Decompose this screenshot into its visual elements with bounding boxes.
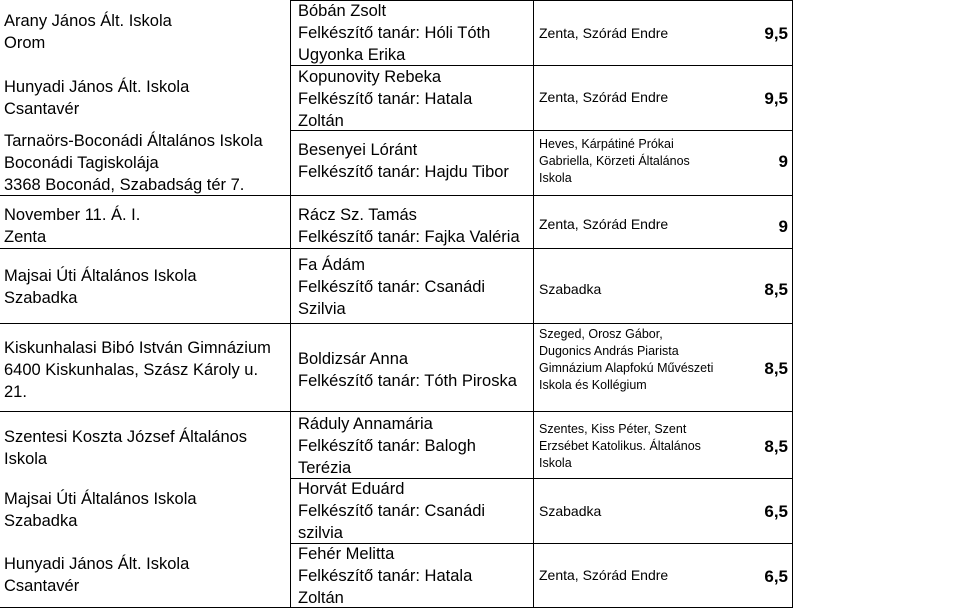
student-cell [298,0,534,65]
student-cell [298,139,534,189]
venue-text: Heves, Kárpátiné Prókai Gabriella, Körzeti Általános Iskola [539,137,690,185]
school-address: 6400 Kiskunhalas, Szász Károly u. [4,361,259,379]
venue-cell: Zenta, Szórád Endre [539,25,669,41]
venue-cell: Zenta, Szórád Endre [539,89,669,105]
school-cell [4,337,290,407]
score-cell: 6,5 [764,502,788,521]
student-cell [298,543,534,607]
student-name: Boldizsár Anna [298,350,409,368]
school-cell [4,0,290,65]
student-name: Bóbán Zsolt [298,2,387,20]
school-cell [4,426,290,472]
student-cell [298,478,534,543]
score-cell: 9,5 [764,89,788,108]
venue-cell: Zenta, Szórád Endre [539,567,669,583]
school-cell [4,553,290,599]
school-name: Hunyadi János Ált. Iskola [4,555,190,573]
school-town: Csantavér [4,577,80,595]
student-cell [298,348,534,394]
teacher-name-cont: Terézia [298,459,352,477]
student-name: Besenyei Lóránt [298,141,418,159]
teacher-line: Felkészítő tanár: Hatala [298,567,473,585]
school-cell [4,488,290,534]
score-cell: 8,5 [764,280,788,299]
school-town: Orom [4,34,46,52]
student-name: Rácz Sz. Tamás [298,206,417,224]
school-branch: Boconádi Tagiskolája [4,154,159,172]
venue-cell [539,326,715,408]
student-name: Fehér Melitta [298,545,395,563]
school-town: Csantavér [4,100,80,118]
school-name: Tarnaörs-Boconádi Általános Iskola [4,132,263,150]
student-name: Kopunovity Rebeka [298,68,442,86]
teacher-name-cont: szilvia [298,524,343,542]
student-name: Fa Ádám [298,256,365,274]
venue-cell: Zenta, Szórád Endre [539,216,669,232]
score-cell: 6,5 [764,567,788,586]
teacher-line: Felkészítő tanár: Tóth Piroska [298,372,517,390]
school-name: Majsai Úti Általános Iskola [4,490,197,508]
school-name: Kiskunhalasi Bibó István Gimnázium [4,339,271,357]
score-cell: 8,5 [764,437,788,456]
score-cell: 8,5 [764,359,788,378]
school-address: 3368 Boconád, Szabadság tér 7. [4,176,245,194]
student-cell [298,413,534,479]
teacher-line: Felkészítő tanár: Fajka Valéria [298,228,520,246]
teacher-line: Felkészítő tanár: Hóli Tóth [298,24,491,42]
score-cell: 9,5 [764,24,788,43]
school-address-cont: 21. [4,383,27,401]
teacher-name-cont: Szilvia [298,300,346,318]
teacher-line: Felkészítő tanár: Csanádi [298,502,486,520]
school-cell [4,265,290,310]
venue-cell [539,421,729,477]
score-cell: 9 [778,217,788,236]
teacher-line: Felkészítő tanár: Balogh [298,437,476,455]
school-cell [4,204,290,248]
venue-cell: Szabadka [539,281,602,297]
venue-cell [539,136,725,192]
school-cell [4,130,290,195]
student-cell [298,204,534,248]
school-town: Szabadka [4,512,78,530]
student-cell [298,254,534,322]
school-name: Hunyadi János Ált. Iskola [4,78,190,96]
teacher-name-cont: Zoltán [298,589,344,607]
teacher-line: Felkészítő tanár: Hajdu Tibor [298,163,509,181]
teacher-line: Felkészítő tanár: Hatala [298,90,473,108]
school-name-cont: Iskola [4,450,48,468]
student-name: Ráduly Annamária [298,415,433,433]
school-name: November 11. Á. I. [4,206,141,224]
student-name: Horvát Eduárd [298,480,405,498]
teacher-name-cont: Zoltán [298,112,344,130]
venue-text: Szeged, Orosz Gábor, Dugonics András Piarista Gimnázium Alapfokú Művészeti Iskola és Kollégium [539,327,714,392]
school-name: Arany János Ált. Iskola [4,12,172,30]
venue-cell: Szabadka [539,503,602,519]
teacher-line: Felkészítő tanár: Csanádi [298,278,486,296]
teacher-name-cont: Ugyonka Erika [298,46,406,64]
school-town: Szabadka [4,289,78,307]
school-town: Zenta [4,228,47,246]
venue-text: Szentes, Kiss Péter, Szent Erzsébet Katolikus. Általános Iskola [539,422,701,470]
school-cell [4,76,290,121]
school-name: Szentesi Koszta József Általános [4,428,248,446]
score-cell: 9 [778,152,788,171]
student-cell [298,66,534,130]
school-name: Majsai Úti Általános Iskola [4,267,197,285]
